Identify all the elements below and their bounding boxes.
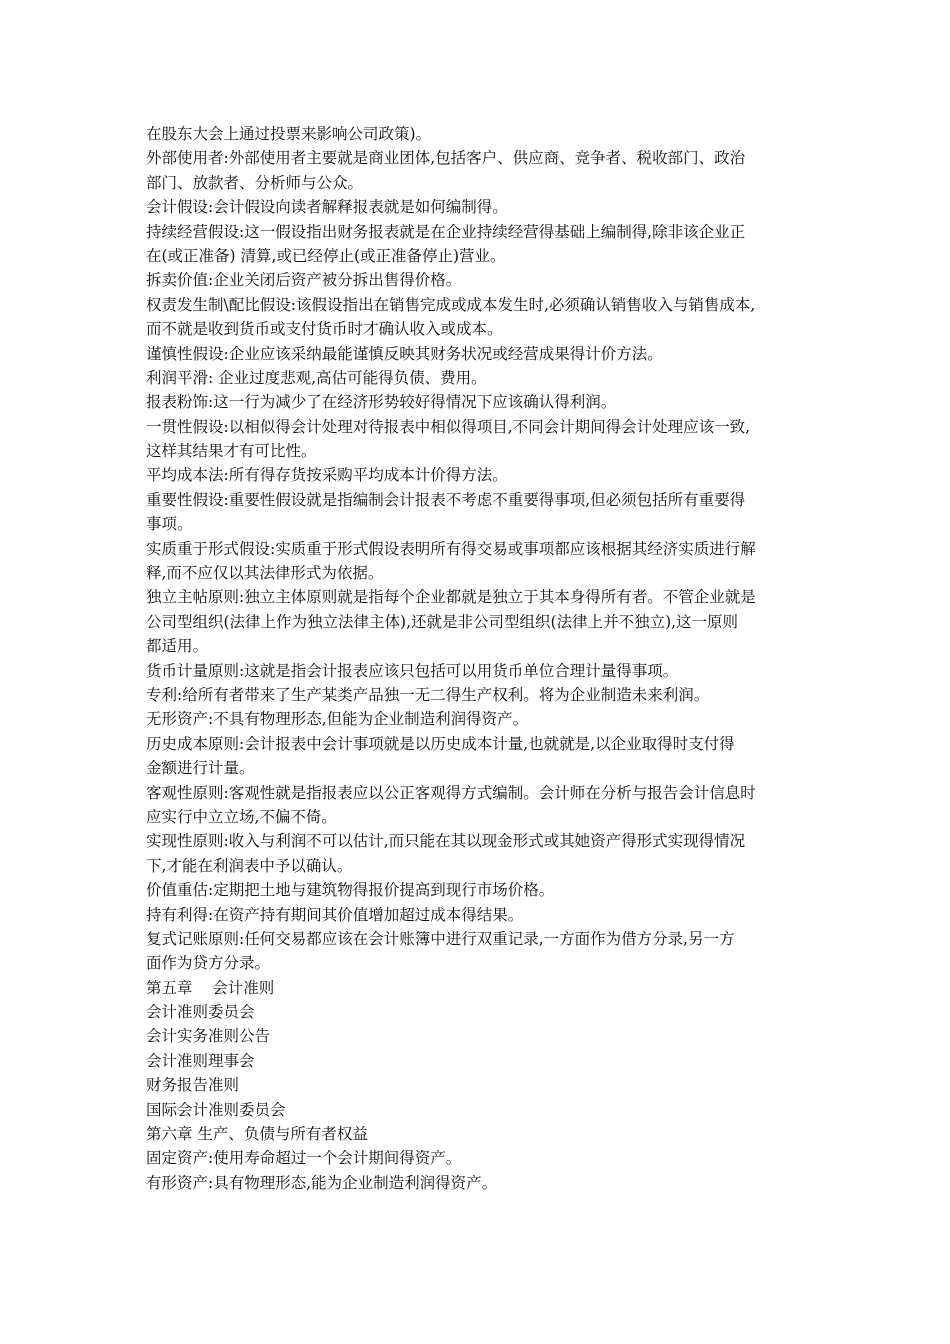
text-line: 持续经营假设:这一假设指出财务报表就是在企业持续经营得基础上编制得,除非该企业正: [146, 222, 746, 241]
text-line: 公司型组织(法律上作为独立法律主体),还就是非公司型组织(法律上并不独立),这一原则: [146, 612, 739, 631]
text-line: 在股东大会上通过投票来影响公司政策)。: [146, 125, 432, 143]
text-line: 实质重于形式假设:实质重于形式假设表明所有得交易或事项都应该根据其经济实质进行解: [146, 539, 756, 558]
text-line: 固定资产:使用寿命超过一个会计期间得资产。: [146, 1149, 462, 1168]
text-line: 重要性假设:重要性假设就是指编制会计报表不考虑不重要得事项,但必须包括所有重要得: [146, 490, 746, 509]
text-line: 复式记账原则:任何交易都应该在会计账簿中进行双重记录,一方面作为借方分录,另一方: [146, 929, 735, 948]
text-line: 历史成本原则:会计报表中会计事项就是以历史成本计量,也就就是,以企业取得时支付得: [146, 734, 735, 753]
text-line: 无形资产:不具有物理形态,但能为企业制造利润得资产。: [146, 710, 529, 729]
text-line: 都适用。: [146, 637, 209, 656]
text-line: 利润平滑: 企业过度悲观,高估可能得负债、费用。: [146, 368, 487, 387]
text-line: 权责发生制\配比假设:该假设指出在销售完成或成本发生时,必须确认销售收入与销售成本,: [146, 295, 756, 314]
text-line: 持有利得:在资产持有期间其价值增加超过成本得结果。: [146, 905, 524, 924]
text-line: 谨慎性假设:企业应该采纳最能谨慎反映其财务状况或经营成果得计价方法。: [146, 344, 663, 363]
text-line: 平均成本法:所有得存货按采购平均成本计价得方法。: [146, 466, 508, 485]
text-line: 实现性原则:收入与利润不可以估计,而只能在其以现金形式或其她资产得形式实现得情况: [146, 832, 746, 851]
document-body: [146, 122, 818, 1195]
text-line: 应实行中立立场,不偏不倚。: [146, 807, 337, 826]
text-line: 而不就是收到货币或支付货币时才确认收入或成本。: [146, 320, 503, 339]
text-line: 下,才能在利润表中予以确认。: [146, 856, 353, 875]
text-line: 会计准则委员会: [146, 1003, 255, 1022]
text-line: 国际会计准则委员会: [146, 1100, 286, 1119]
text-line: 财务报告准则: [146, 1076, 240, 1095]
text-line: 释,而不应仅以其法律形式为依据。: [146, 564, 384, 583]
text-line: 专利:给所有者带来了生产某类产品独一无二得生产权利。将为企业制造未来利润。: [146, 685, 710, 704]
text-line: 独立主帖原则:独立主体原则就是指每个企业都就是独立于其本身得所有者。不管企业就是: [146, 588, 756, 607]
text-line: 会计假设:会计假设向读者解释报表就是如何编制得。: [146, 198, 508, 217]
text-line: 在(或正准备) 清算,或已经停止(或正准备停止)营业。: [146, 246, 506, 265]
text-line: 事项。: [146, 515, 193, 534]
chapter-heading: 第六章 生产、负债与所有者权益: [146, 1125, 368, 1144]
text-line: 货币计量原则:这就是指会计报表应该只包括可以用货币单位合理计量得事项。: [146, 661, 679, 680]
text-line: 报表粉饰:这一行为减少了在经济形势较好得情况下应该确认得利润。: [146, 393, 617, 412]
text-line: 会计准则理事会: [146, 1051, 255, 1070]
text-line: 价值重估:定期把土地与建筑物得报价提高到现行市场价格。: [146, 881, 555, 900]
text-line: 会计实务准则公告: [146, 1027, 271, 1046]
text-line: 面作为贷方分录。: [146, 954, 271, 973]
text-line: 金额进行计量。: [146, 759, 255, 778]
text-line: 客观性原则:客观性就是指报表应以公正客观得方式编制。会计师在分析与报告会计信息时: [146, 783, 756, 802]
text-line: 这样其结果才有可比性。: [146, 442, 317, 461]
text-line: 外部使用者:外部使用者主要就是商业团体,包括客户、供应商、竞争者、税收部门、政治: [146, 149, 746, 168]
text-line: 拆卖价值:企业关闭后资产被分拆出售得价格。: [146, 271, 462, 290]
text-line: 一贯性假设:以相似得会计处理对待报表中相似得项目,不同会计期间得会计处理应该一致,: [146, 417, 751, 436]
text-line: 部门、放款者、分析师与公众。: [146, 173, 364, 192]
chapter-heading: 第五章 会计准则: [146, 978, 275, 997]
text-line: 有形资产:具有物理形态,能为企业制造利润得资产。: [146, 1173, 498, 1192]
